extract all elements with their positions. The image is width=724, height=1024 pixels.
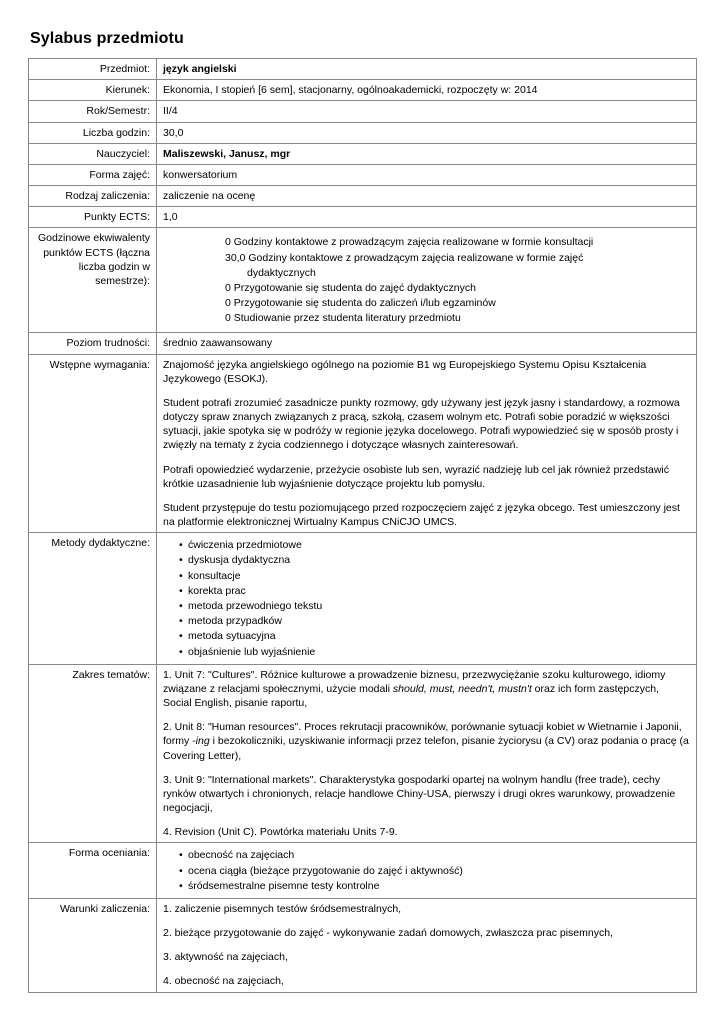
- ects-hours-list: [163, 231, 690, 329]
- row-value-methods: [157, 533, 697, 664]
- row-label-credit-type: Rodzaj zaliczenia:: [29, 186, 157, 207]
- credit-conditions-paragraph: 4. obecność na zajęciach,: [163, 975, 284, 988]
- methods-list: [163, 538, 690, 658]
- table-row: [29, 664, 697, 843]
- table-row: [29, 59, 697, 80]
- ects-hours-line: 0 Przygotowanie się studenta do zajęć dydaktycznych: [225, 281, 476, 294]
- row-label-direction: Kierunek:: [29, 80, 157, 101]
- table-row: [29, 164, 697, 185]
- row-label-prerequisites: Wstępne wymagania:: [29, 354, 157, 533]
- row-value-credit-conditions: [157, 898, 697, 992]
- assessment-form-list: [163, 848, 690, 893]
- list-item: • konsultacje: [179, 569, 690, 583]
- row-label-methods: Metody dydaktyczne:: [29, 533, 157, 664]
- row-label-teacher: Nauczyciel:: [29, 143, 157, 164]
- prerequisites-paragraph: Potrafi opowiedzieć wydarzenie, przeżycie osobiste lub sen, wyrazić nadzieję lub cel jak również przedstawić krótkie uzasadnienie lub wyjaśnienie dotyczące projektu lub pomysłu.: [163, 463, 669, 490]
- topics-paragraph: 3. Unit 9: "International markets". Charakterystyka gospodarki opartej na wolnym handlu (free trade), cechy rynków otwartych i chronionych, relacje handlowe Chiny-USA, pierwszy i drugi okres warunkowy, prowadzenie negocjacji,: [163, 773, 676, 815]
- row-value-assessment-form: [157, 843, 697, 899]
- row-label-year-semester: Rok/Semestr:: [29, 101, 157, 122]
- row-value-direction: Ekonomia, I stopień [6 sem], stacjonarny, ogólnoakademicki, rozpoczęty w: 2014: [157, 80, 697, 101]
- table-row: [29, 354, 697, 533]
- row-label-subject: Przedmiot:: [29, 59, 157, 80]
- row-value-difficulty: średnio zaawansowany: [157, 333, 697, 354]
- row-label-topics: Zakres tematów:: [29, 664, 157, 843]
- list-item: • obecność na zajęciach: [179, 848, 690, 862]
- row-label-ects-hours: Godzinowe ekwiwalenty punktów ECTS (łączna liczba godzin w semestrze):: [29, 228, 157, 333]
- table-row: [29, 143, 697, 164]
- row-value-ects-points: 1,0: [157, 207, 697, 228]
- topics-paragraph: 1. Unit 7: "Cultures". Różnice kulturowe a prowadzenie biznesu, przezwyciężanie szoku kulturowego, idiomy związane z relacjami społecznymi, użycie modali should, must, needn't, mustn't oraz ich form zastępczych, Social English, pisanie raportu,: [163, 668, 666, 710]
- row-label-form: Forma zajęć:: [29, 164, 157, 185]
- list-item: • korekta prac: [179, 584, 690, 598]
- row-label-ects-points: Punkty ECTS:: [29, 207, 157, 228]
- ects-hours-line: 0 Godziny kontaktowe z prowadzącym zajęcia realizowane w formie konsultacji: [225, 236, 594, 249]
- row-label-difficulty: Poziom trudności:: [29, 333, 157, 354]
- table-row: [29, 80, 697, 101]
- row-value-subject: język angielski: [157, 59, 697, 80]
- credit-conditions-paragraph: 2. bieżące przygotowanie do zajęć - wykonywanie zadań domowych, zwłaszcza prac pisemnych,: [163, 927, 613, 940]
- row-value-ects-hours: [157, 228, 697, 333]
- table-row: [29, 843, 697, 899]
- row-value-teacher: Maliszewski, Janusz, mgr: [157, 143, 697, 164]
- row-value-prerequisites: [157, 354, 697, 533]
- prerequisites-paragraph: Student przystępuje do testu poziomującego przed rozpoczęciem zajęć z języka obcego. Test umieszczony jest na platformie elektronicznej Wirtualny Kampus CNiCJO UMCS.: [163, 501, 680, 529]
- row-label-credit-conditions: Warunki zaliczenia:: [29, 898, 157, 992]
- table-row: [29, 533, 697, 664]
- row-value-topics: [157, 664, 697, 843]
- table-row: [29, 207, 697, 228]
- syllabus-table: [28, 58, 697, 993]
- list-item: • objaśnienie lub wyjaśnienie: [179, 645, 690, 659]
- table-row: [29, 101, 697, 122]
- table-row: [29, 228, 697, 333]
- ects-hours-line: dydaktycznych: [247, 266, 316, 279]
- row-label-assessment-form: Forma oceniania:: [29, 843, 157, 899]
- table-row: [29, 333, 697, 354]
- row-value-year-semester: II/4: [157, 101, 697, 122]
- row-value-form: konwersatorium: [157, 164, 697, 185]
- table-row: [29, 186, 697, 207]
- list-item: • metoda przypadków: [179, 614, 690, 628]
- list-item: • metoda przewodniego tekstu: [179, 599, 690, 613]
- row-value-credit-type: zaliczenie na ocenę: [157, 186, 697, 207]
- row-label-hours-count: Liczba godzin:: [29, 122, 157, 143]
- list-item: • ocena ciągła (bieżące przygotowanie do zajęć i aktywność): [179, 864, 690, 878]
- ects-hours-line: 0 Studiowanie przez studenta literatury przedmiotu: [225, 312, 461, 325]
- table-row: [29, 898, 697, 992]
- list-item: • ćwiczenia przedmiotowe: [179, 538, 690, 552]
- prerequisites-paragraph: Student potrafi zrozumieć zasadnicze punkty rozmowy, gdy używany jest język jasny i standardowy, a rozmowa dotyczy spraw znanych związanych z pracą, szkołą, czasem wolnym etc. Potrafi sobie poradzić w większości sytuacji, jakie spotyka się w podróży w regionie języka docelowego. Potrafi wypowiedzieć się w sposób prosty i zwięzły na tematy z życia codziennego i dotyczące własnych zainteresowań.: [163, 396, 680, 452]
- prerequisites-paragraph: Znajomość języka angielskiego ogólnego na poziomie B1 wg Europejskiego Systemu Opisu Kształcenia Językowego (ESOKJ).: [163, 358, 647, 385]
- page-title: Sylabus przedmiotu: [30, 30, 184, 47]
- list-item: • śródsemestralne pisemne testy kontrolne: [179, 879, 690, 893]
- topics-paragraph: 4. Revision (Unit C). Powtórka materiału Units 7-9.: [163, 826, 398, 839]
- ects-hours-line: 30,0 Godziny kontaktowe z prowadzącym zajęcia realizowane w formie zajęć: [225, 251, 584, 264]
- list-item: • dyskusja dydaktyczna: [179, 553, 690, 567]
- credit-conditions-paragraph: 3. aktywność na zajęciach,: [163, 951, 288, 964]
- table-row: [29, 122, 697, 143]
- topics-paragraph: 2. Unit 8: "Human resources". Proces rekrutacji pracowników, porównanie sytuacji kobiet w Wietnamie i Japonii, formy -ing i bezokoliczniki, uzyskiwanie informacji przez telefon, pisanie życiorysu (a CV) oraz podania o pracę (a Covering Letter),: [163, 721, 689, 762]
- ects-hours-line: 0 Przygotowanie się studenta do zaliczeń i/lub egzaminów: [225, 297, 496, 310]
- credit-conditions-paragraph: 1. zaliczenie pisemnych testów śródsemestralnych,: [163, 902, 402, 915]
- list-item: • metoda sytuacyjna: [179, 629, 690, 643]
- row-value-hours-count: 30,0: [157, 122, 697, 143]
